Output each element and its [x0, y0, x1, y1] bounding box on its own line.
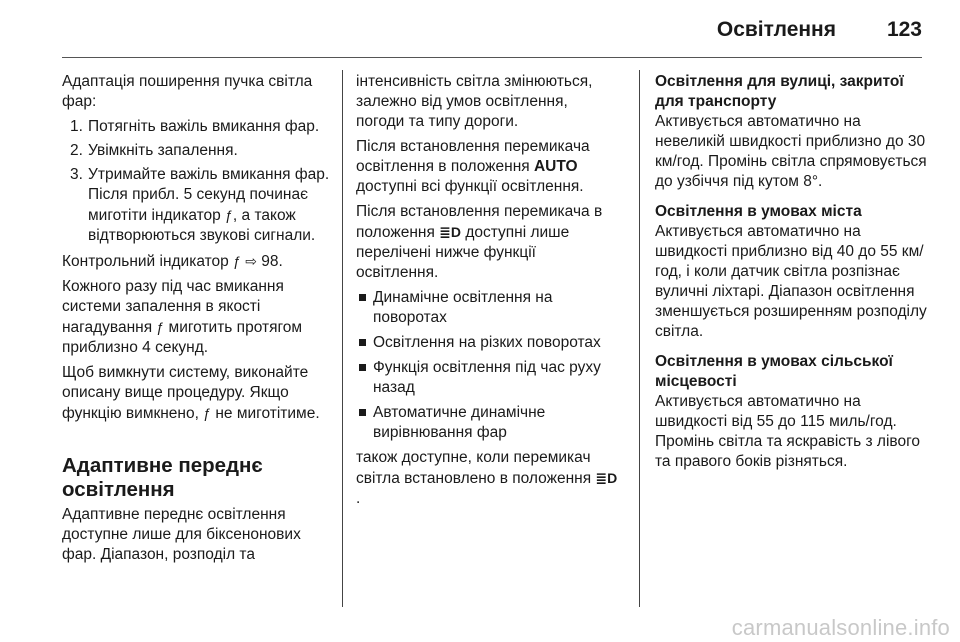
section-heading: Адаптивне переднє освітлення — [62, 454, 263, 501]
lighting-section — [655, 352, 927, 472]
column-1 — [62, 72, 330, 570]
paragraph-text: Після встановлення перемикача в положення — [356, 203, 603, 241]
afl-paragraph: Адаптивне переднє освітлення доступне лише для біксенонових фар. Діапазон, розподіл та — [62, 506, 301, 563]
paragraph-text: Щоб вимкнути систему, виконайте описану вище процедуру. Якщо функцію вимкнено, — [62, 364, 309, 422]
indicator-icon: ƒ — [233, 253, 241, 269]
disable-paragraph — [62, 363, 330, 424]
section-text: Активується автоматично на швидкості від 55 до 115 миль/год. Промінь світла та яскравість з лівого та правого боків різняться. — [655, 393, 921, 470]
headlight-icon: ≣D — [439, 224, 461, 240]
paragraph-text: не миготітиме. — [215, 405, 320, 422]
section-subheading: Освітлення в умовах міста — [655, 203, 862, 220]
page-ref: 98. — [261, 253, 283, 270]
step-item — [62, 165, 330, 246]
section-text: Активується автоматично на швидкості приблизно від 40 до 55 км/год, і коли датчик світла розпізнає вуличні ліхтарі. Діапазон освітлення зменшується розширенням розподілу світла. — [655, 223, 927, 340]
also-paragraph — [356, 448, 618, 509]
indicator-icon: ƒ — [225, 207, 233, 223]
column-divider-1 — [342, 70, 343, 607]
column-divider-2 — [639, 70, 640, 607]
step-number: 3. — [70, 166, 83, 183]
auto-paragraph — [356, 137, 618, 197]
headlight-icon: ≣D — [595, 470, 618, 486]
step-item — [62, 141, 330, 161]
section-subheading: Освітлення в умовах сільської місцевості — [655, 353, 893, 390]
continuation-paragraph: інтенсивність світла змінюються, залежно від умов освітлення, погоди та типу дороги. — [356, 73, 593, 130]
step-text: Увімкніть запалення. — [88, 142, 238, 159]
header-rule — [62, 57, 922, 58]
paragraph-text: також доступне, коли перемикач світла встановлено в положення — [356, 449, 592, 487]
paragraph-text: . — [356, 490, 361, 507]
intro-paragraph: Адаптація поширення пучка світла фар: — [62, 73, 313, 110]
step-number: 1. — [70, 118, 83, 135]
column-3 — [655, 72, 927, 482]
list-item: Динамічне освітлення на поворотах — [356, 288, 618, 328]
indicator-paragraph — [62, 251, 330, 272]
watermark: carmanualsonline.info — [731, 615, 950, 640]
lighting-section — [655, 202, 927, 342]
paragraph-text: Контрольний індикатор — [62, 253, 229, 270]
list-item: Автоматичне динамічне вирівнювання фар — [356, 403, 618, 443]
step-text: Потягніть важіль вмикання фар. — [88, 118, 320, 135]
functions-list — [356, 288, 618, 443]
section-text: Активується автоматично на невеликій швидкості приблизно до 30 км/год. Промінь світла спрямовується до узбіччя під кутом 8°. — [655, 113, 927, 190]
step-text: Утримайте важіль вмикання фар. Після прибл. 5 секунд починає миготіти індикатор — [88, 166, 330, 224]
reminder-paragraph — [62, 277, 330, 358]
steps-list — [62, 117, 330, 246]
lighting-section — [655, 72, 927, 192]
list-item: Освітлення на різких поворотах — [356, 333, 618, 353]
step-item — [62, 117, 330, 137]
step-text: , а також відтворюються звукові сигнали. — [88, 207, 316, 244]
paragraph-text: доступні всі функції освітлення. — [356, 178, 584, 195]
indicator-icon: ƒ — [203, 405, 212, 421]
headlight-paragraph — [356, 202, 618, 283]
section-subheading: Освітлення для вулиці, закритої для транспорту — [655, 73, 904, 110]
auto-label: AUTO — [533, 158, 578, 175]
paragraph-text: доступні лише перелічені нижче функції освітлення. — [356, 224, 570, 281]
page-header — [0, 0, 960, 58]
page-title: Освітлення — [716, 18, 836, 41]
page-number: 123 — [886, 18, 922, 41]
step-number: 2. — [70, 142, 83, 159]
list-item: Функція освітлення під час руху назад — [356, 358, 618, 398]
paragraph-text: Після встановлення перемикача освітлення в положення — [356, 138, 590, 175]
column-2 — [356, 72, 618, 514]
indicator-icon: ƒ — [156, 319, 165, 335]
page-ref-arrow-icon: ⇨ — [245, 253, 257, 269]
paragraph-text: Кожного разу під час вмикання системи запалення в якості нагадування — [62, 278, 284, 336]
paragraph-text: миготить протягом приблизно 4 секунд. — [62, 319, 303, 356]
